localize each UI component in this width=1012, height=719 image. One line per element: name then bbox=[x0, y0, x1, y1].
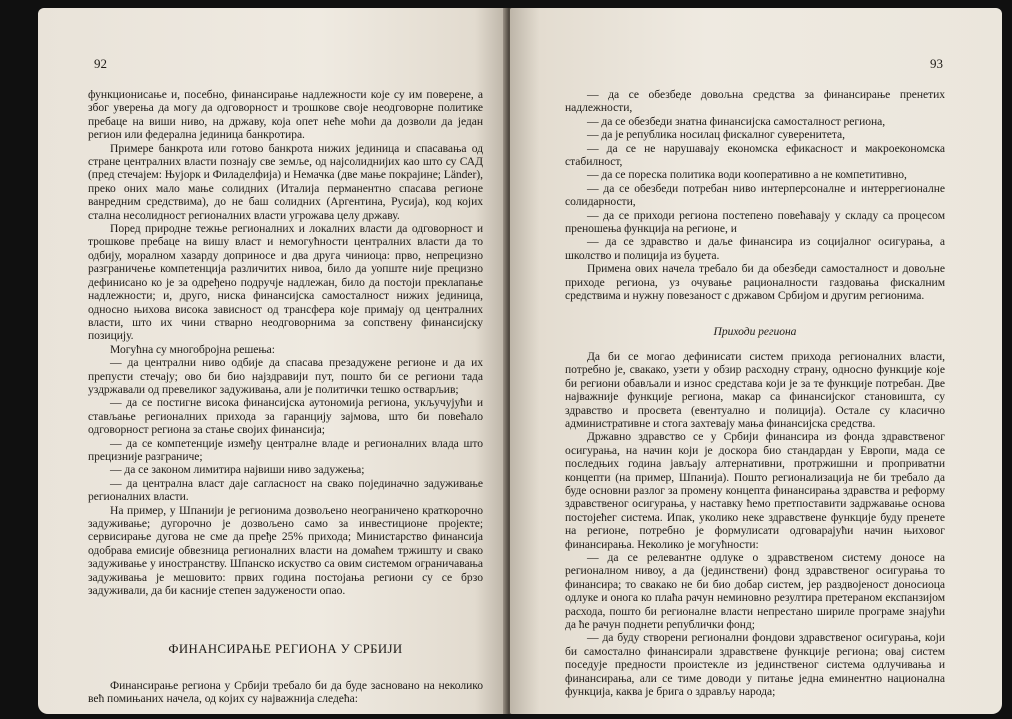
paragraph: Државно здравство се у Србији финансира из фонда здравственог осигурања, на начин који је доскора био стандардан у Европи, мада се последњих година јављају алтернативни, протржишни и проприватни концепти (на пример, Шпанија). Пошто регионализација не би требало да буде основни разлог за промену концепта финансирања здравства и реформу здравственог осигурања, у наставку ћемо претпоставити задржавање основа постојећег система. Ипак, уколико неке здравствене функције буду пренете на регионе, потребно је формулисати одговарајући начин њиховог финансирања. Неколико је могућности: bbox=[565, 430, 945, 551]
paragraph: — да се постигне висока финансијска аутономија региона, укључујући и стављање регионалних прихода за гаранцију зајмова, што би повећало одговорност региона за стање својих финансија; bbox=[88, 396, 483, 437]
subheading: Приходи региона bbox=[713, 324, 797, 338]
right-paragraphs-bottom bbox=[565, 350, 945, 699]
paragraph: — да се законом лимитира највиши ниво задужења; bbox=[110, 463, 365, 477]
paragraph: Поред природне тежње регионалних и локалних власти да одговорност и трошкове пребаце на вишу власт и немогућности централних власти да то одбију, моралном хазарду доприносе и два друга чиниоца: прво, непрецизно разграничење компетенција различитих нивоа, било да уопште није прецизно дефинисано ко је за одређено подручје надлежан, било да постоји преклапање надлежности; и, друго, ниска финансијска самосталност нижих јединица, односно њихова висока зависност од трансфера које примају од централних власти, што их чини стварно неодговорнима за сопствену финансијску позицију. bbox=[88, 222, 483, 343]
paragraph: — да се обезбеди знатна финансијска самосталност региона, bbox=[587, 114, 886, 128]
paragraph: — да се здравство и даље финансира из социјалног осигурања, а школство и полиција из буџета. bbox=[565, 235, 945, 262]
paragraph: Примена ових начела требало би да обезбеди самосталност и довољне приходе региона, уз очување рационалности газдовања фискалним средствима и нужну повезаност с државом Србијом и другим регионима. bbox=[565, 262, 945, 303]
right-paragraphs-top bbox=[565, 88, 945, 303]
left-page-number: 92 bbox=[94, 56, 107, 71]
paragraph: — да се обезбеди потребан ниво интерперсоналне и интеррегионалне солидарности, bbox=[565, 181, 945, 209]
paragraph: — да централна власт даје сагласност на свако појединачно задуживање регионалних власти. bbox=[88, 476, 483, 504]
left-text-column bbox=[88, 88, 483, 706]
paragraph: функционисање и, посебно, финансирање надлежности које су им поверене, а због уверења да могу да одговорност и трошкове своје неодговорне политике пребаце на виши ниво, на државу, која опет неће моћи да дозволи да један регион или федерална јединица банкротира. bbox=[88, 88, 483, 142]
right-text-column bbox=[565, 88, 945, 698]
paragraph: — да се компетенције између централне владе и регионалних влада што прецизније разграниче; bbox=[88, 436, 483, 463]
paragraph: — да се пореска политика води кооперативно а не компетитивно, bbox=[587, 168, 907, 182]
left-paragraphs bbox=[88, 88, 483, 597]
closing-paragraph: Финансирање региона у Србији требало би да буде засновано на неколико већ помињаних начела, од којих су најважнија следећа: bbox=[88, 678, 483, 706]
paragraph: — да буду створени регионални фондови здравственог осигурања, који би самостално финансирали здравствене функције региона; овај систем поседује предности проистекле из јединственог система одлучивања и финансирања, али се тиме доводи у питање једна еминентно национална функција, каква је брига о здрављу народа; bbox=[565, 631, 945, 699]
section-heading: ФИНАНСИРАЊЕ РЕГИОНА У СРБИЈИ bbox=[168, 642, 403, 657]
paragraph: — да је република носилац фискалног суверенитета, bbox=[587, 128, 845, 142]
left-page bbox=[38, 8, 508, 714]
paragraph: — да се приходи региона постепено повећавају у складу са процесом преношења функција на регионе, и bbox=[565, 208, 945, 236]
paragraph: — да се обезбеде довољна средства за финансирање пренетих надлежности, bbox=[565, 88, 945, 115]
paragraph: — да се релевантне одлуке о здравственом систему доносе на регионалном нивоу, а да (јединствени) фонд здравственог осигурања то финансира; то свакако не би био добар систем, јер раздвојеност доносиоца одлуке и онога ко плаћа рачун неминовно резултира претераном експанзијом расхода, пошто би регионалне власти непрестано шириле програме знајући да ће рачун поднети републички фонд; bbox=[565, 551, 945, 632]
paragraph: Могућна су многобројна решења: bbox=[110, 342, 275, 356]
right-page bbox=[510, 8, 1002, 714]
paragraph: — да се не нарушавају економска ефикасност и макроекономска стабилност, bbox=[565, 141, 945, 169]
paragraph: — да централни ниво одбије да спасава презадужене регионе и да их препусти стечају; ово би био најздравији пут, пошто би се региони тада уздржавали од превеликог задуживања, али је политички тешко остварљив; bbox=[88, 356, 483, 396]
paragraph: Да би се могао дефинисати систем прихода регионалних власти, потребно је, свакако, узети у обзир расходну страну, односно функције које би региони обављали и износ средстава који је за те функције потребан. Две најважније функције региона, макар са финансијског становишта, су здравство и просвета (евентуално и полиција). Остале су класично административне и стога захтевају мања финансијска средства. bbox=[565, 349, 945, 430]
paragraph: На пример, у Шпанији је регионима дозвољено неограничено краткорочно задуживање; дугорочно је дозвољено само за инвестиционе пројекте; сервисирање дугова не сме да пређе 25% прихода; Министарство финансија одобрава емисије обвезница регионалних власти на домаћем тржишту и свако задуживање у иностранству. Шпанско искуство са овим системом ограничавања задуживања је мешовито: првих година постојања региони су се брзо задуживали, да би касније степен задужености опао. bbox=[88, 503, 483, 598]
paragraph: Примере банкрота или готово банкрота нижих јединица и спасавања од стране централних власти познају све земље, од најсолиднијих као што су САД (пред стечајем: Њујорк и Филаделфија) и Немачка (две мање покрајине; Länder), преко оних мало мање солидних (Италија перманентно спасава регионе ванредним средствима), до не баш солидних (Аргентина, Русија), код којих стална несолидност регионалних власти угрожава целу државу. bbox=[88, 141, 483, 222]
right-page-number: 93 bbox=[930, 56, 943, 71]
